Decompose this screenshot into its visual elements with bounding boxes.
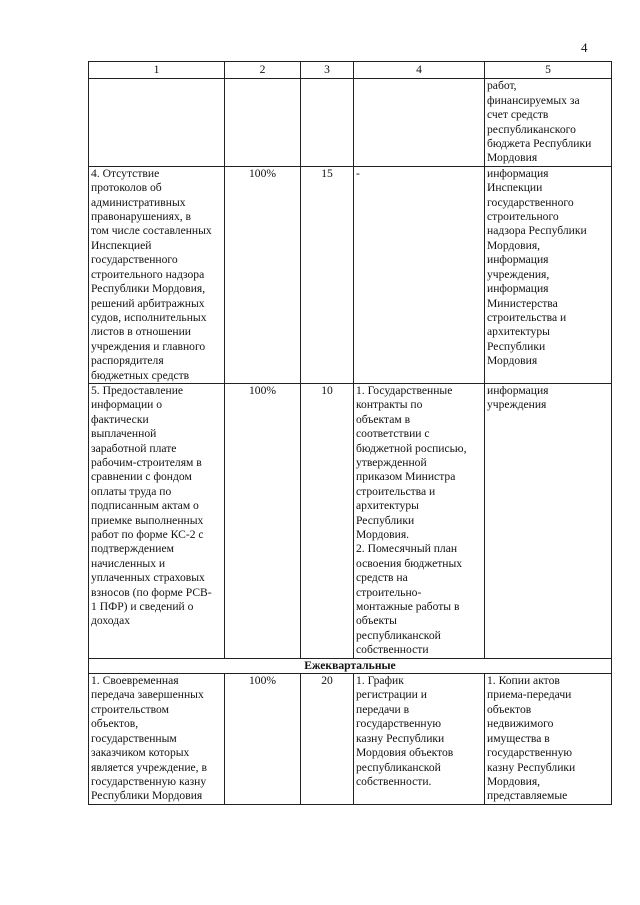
table-row (89, 674, 612, 805)
weight-cell: 10 (301, 383, 354, 658)
source-cell: информация учреждения (485, 383, 612, 658)
basis-cell: 1. Государственные контракты по объектам в соответствии с бюджетной росписью, утвержденной приказом Министра строительства и архитектуры Республики Мордовия. 2. Помесячный план освоения бюджетных средств на строительно- монтажные работы в объекты республиканской собственности (354, 383, 485, 658)
page-number: 4 (581, 40, 588, 55)
basis-cell: - (354, 166, 485, 383)
table-header-row (89, 62, 612, 79)
target-value-cell: 100% (225, 166, 301, 383)
column-number-1: 1 (89, 62, 225, 79)
table-row (89, 166, 612, 383)
target-value-cell (225, 79, 301, 166)
criterion-cell: 1. Своевременная передача завершенных строительством объектов, государственным заказчиком которых является учреждение, в государственную казну Республики Мордовия (89, 674, 225, 805)
source-cell: 1. Копии актов приема-передачи объектов недвижимого имущества в государственную казну Республики Мордовия, представляемые (485, 674, 612, 805)
criteria-table (88, 61, 612, 805)
target-value-cell: 100% (225, 674, 301, 805)
criterion-cell (89, 79, 225, 166)
column-number-3: 3 (301, 62, 354, 79)
column-number-2: 2 (225, 62, 301, 79)
column-number-4: 4 (354, 62, 485, 79)
table-row (89, 79, 612, 166)
source-cell: работ, финансируемых за счет средств республиканского бюджета Республики Мордовия (485, 79, 612, 166)
basis-cell (354, 79, 485, 166)
section-row (89, 658, 612, 673)
weight-cell (301, 79, 354, 166)
section-title: Ежеквартальные (89, 658, 612, 673)
weight-cell: 15 (301, 166, 354, 383)
weight-cell: 20 (301, 674, 354, 805)
criterion-cell: 5. Предоставление информации о фактически выплаченной заработной плате рабочим-строителям в сравнении с фондом оплаты труда по подписанным актам о приемке выполненных работ по форме КС-2 с подтверждением начисленных и уплаченных страховых взносов (по форме РСВ- 1 ПФР) и сведений о доходах (89, 383, 225, 658)
column-number-5: 5 (485, 62, 612, 79)
target-value-cell: 100% (225, 383, 301, 658)
basis-cell: 1. График регистрации и передачи в государственную казну Республики Мордовия объектов республиканской собственности. (354, 674, 485, 805)
table-row (89, 383, 612, 658)
criterion-cell: 4. Отсутствие протоколов об административных правонарушениях, в том числе составленных Инспекцией государственного строительного надзора Республики Мордовия, решений арбитражных судов, исполнительных листов в отношении учреждения и главного распорядителя бюджетных средств (89, 166, 225, 383)
source-cell: информация Инспекции государственного строительного надзора Республики Мордовия, информация учреждения, информация Министерства строительства и архитектуры Республики Мордовия (485, 166, 612, 383)
